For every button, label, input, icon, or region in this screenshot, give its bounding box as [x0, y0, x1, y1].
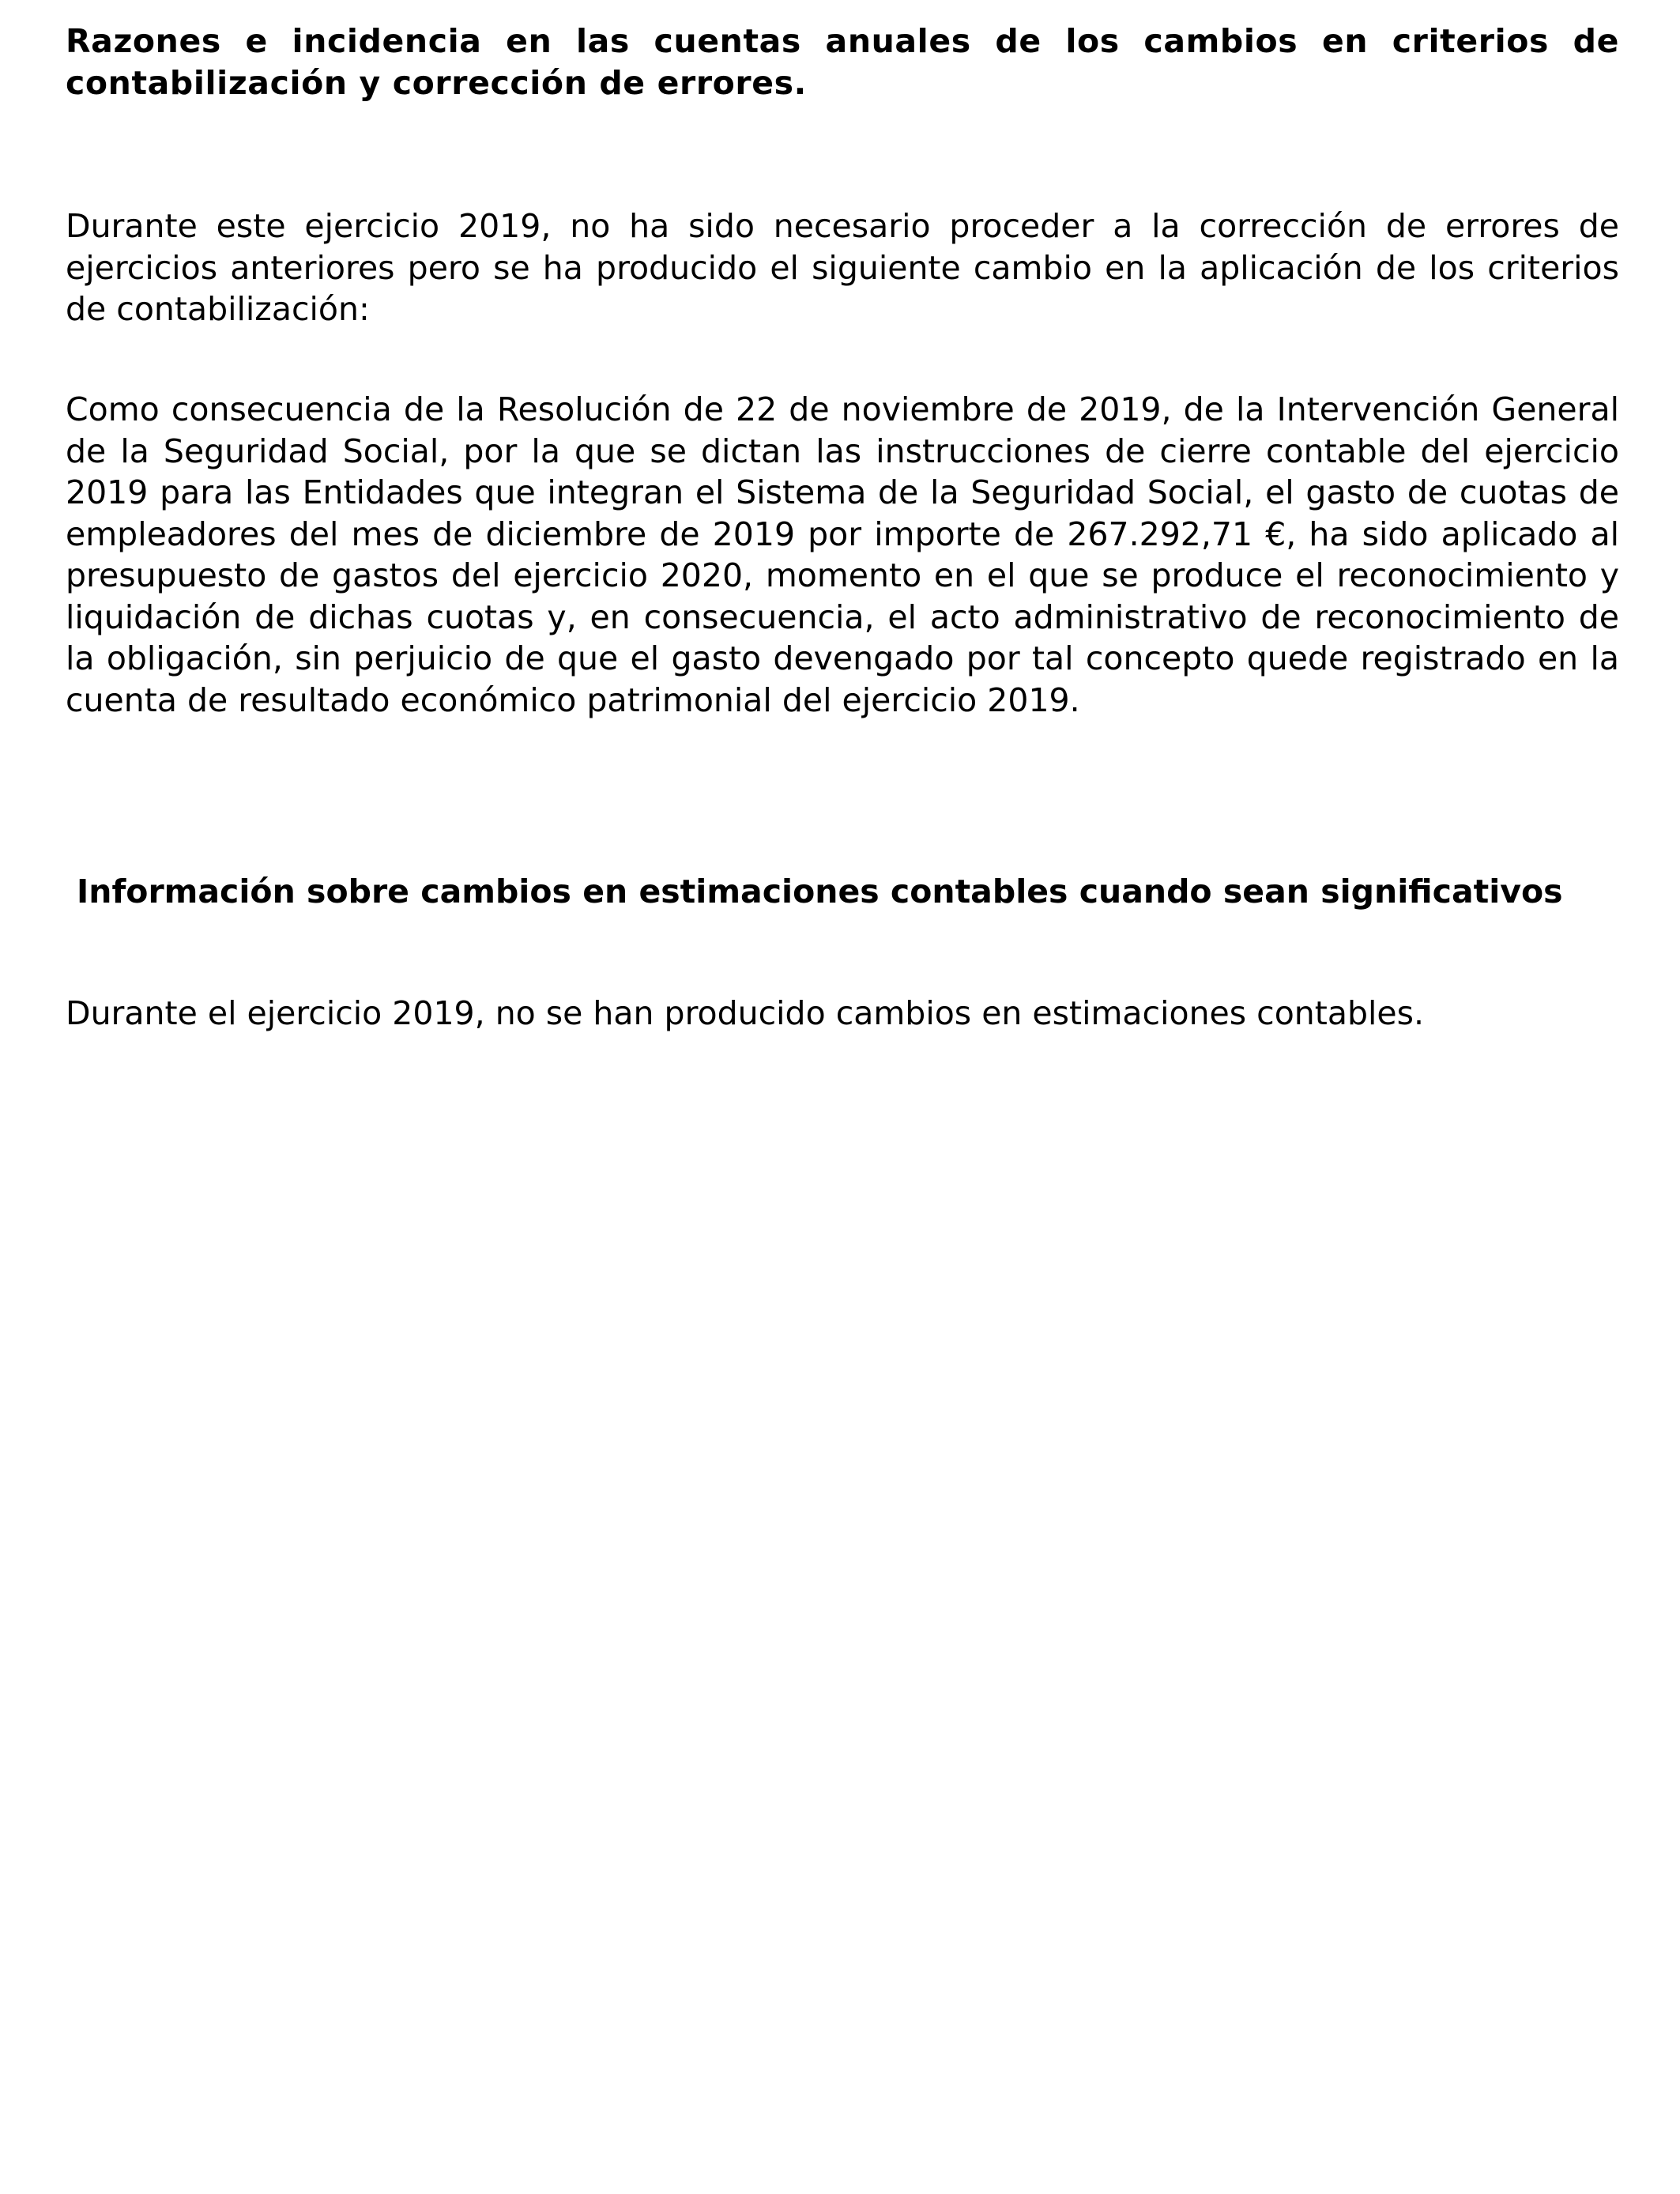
paragraph-estimaciones: Durante el ejercicio 2019, no se han producido cambios en estimaciones contables. [66, 994, 1425, 1032]
paragraph-resolucion-noviembre: Como consecuencia de la Resolución de 22 de noviembre de 2019, de la Intervención General de la Seguridad Social, por la que se dictan las instrucciones de cierre contable del ejercicio 2019 para las Entidades que integran el Sistema de la Seguridad Social, el gasto de cuotas de empleadores del mes de diciembre de 2019 por importe de 267.292,71 €, ha sido aplicado al presupuesto de gastos del ejercicio 2020, momento en el que se produce el reconocimiento y liquidación de dichas cuotas y, en consecuencia, el acto administrativo de reconocimiento de la obligación, sin perjuicio de que el gasto devengado por tal concepto quede registrado en la cuenta de resultado económico patrimonial del ejercicio 2019. [66, 390, 1619, 719]
section-heading-criterios-contabilizacion: Razones e incidencia en las cuentas anuales de los cambios en criterios de contabilización y corrección de errores. [66, 22, 1619, 102]
paragraph-correccion-errores: Durante este ejercicio 2019, no ha sido necesario proceder a la corrección de errores de ejercicios anteriores pero se ha producido el siguiente cambio en la aplicación de los criterios de contabilización: [66, 207, 1619, 328]
section-heading-estimaciones-contables: Información sobre cambios en estimaciones contables cuando sean significativos [77, 873, 1563, 910]
